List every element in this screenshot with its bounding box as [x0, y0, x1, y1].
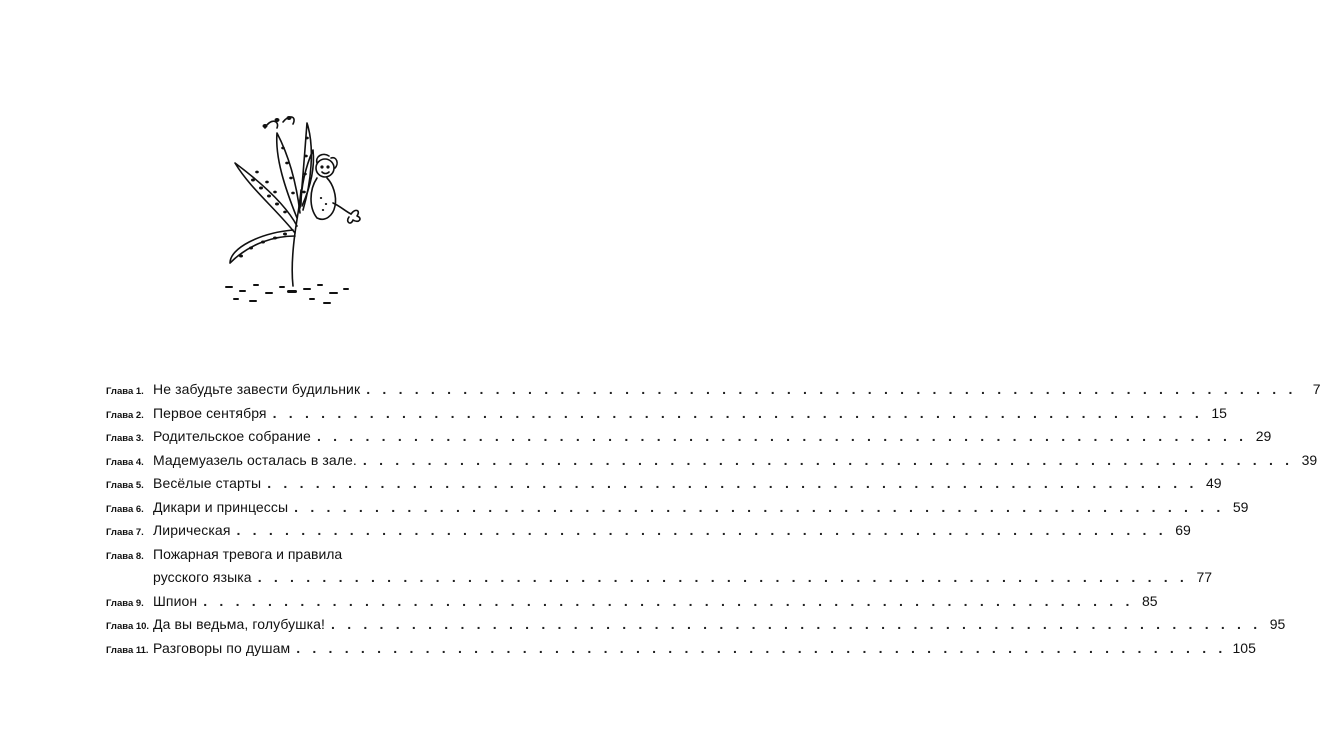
chapter-title: Весёлые старты	[153, 475, 262, 491]
toc-entry-11[interactable]	[106, 637, 1256, 661]
chapter-label: Глава 8.	[106, 550, 144, 562]
dot-leader	[331, 613, 1261, 637]
chapter-title: Разговоры по душам	[153, 639, 291, 656]
chapter-title: Первое сентября	[153, 404, 267, 421]
chapter-title: Шпион	[153, 592, 198, 609]
chapter-title: Мадемуазель осталась в зале.	[153, 451, 357, 468]
page-number: 85	[1141, 592, 1158, 609]
chapter-label: Глава 3.	[106, 433, 144, 444]
dot-leader	[267, 472, 1197, 496]
page-number: 7	[1312, 381, 1321, 397]
toc-entry-5[interactable]	[106, 472, 1222, 496]
table-of-contents	[106, 378, 1321, 660]
toc-entry-1[interactable]	[106, 378, 1321, 402]
chapter-label: Глава 4.	[106, 456, 144, 468]
toc-entry-4[interactable]	[106, 449, 1318, 473]
dot-leader	[294, 496, 1224, 520]
chapter-label: Глава 1.	[106, 386, 144, 397]
chapter-title: Не забудьте завести будильник	[153, 381, 361, 397]
dot-leader	[237, 519, 1167, 543]
chapter-label: Глава 5.	[106, 480, 144, 491]
chapter-title: Да вы ведьма, голубушка!	[153, 616, 326, 632]
dot-leader	[273, 402, 1203, 426]
toc-entry-10[interactable]	[106, 613, 1286, 637]
page-number: 29	[1255, 428, 1272, 444]
dot-leader	[366, 378, 1296, 402]
toc-entry-9[interactable]	[106, 590, 1158, 614]
page-number: 77	[1196, 569, 1213, 585]
chapter-title: Дикари и принцессы	[153, 498, 289, 515]
chapter-title: Родительское собрание	[153, 428, 311, 444]
chapter-label: Глава 2.	[106, 409, 144, 421]
page-number: 39	[1301, 451, 1318, 468]
page-number: 49	[1205, 475, 1222, 491]
toc-entry-2[interactable]	[106, 402, 1227, 426]
chapter-label: Глава 6.	[106, 503, 144, 515]
page-number: 105	[1232, 639, 1256, 656]
chapter-label: Глава 10.	[106, 621, 150, 632]
chapter-label: Глава 9.	[106, 597, 144, 609]
page-number: 15	[1211, 404, 1227, 421]
dot-leader	[363, 449, 1293, 473]
page-number: 69	[1175, 522, 1191, 538]
chapter-title-line-2: русского языка	[153, 569, 252, 585]
dot-leader	[317, 425, 1247, 449]
dot-leader	[258, 566, 1188, 590]
toc-entry-8[interactable]	[106, 543, 1213, 590]
chapter-title-line-1: Пожарная тревога и правила	[153, 545, 343, 562]
chapter-title: Лирическая	[153, 522, 231, 538]
toc-entry-7[interactable]	[106, 519, 1191, 543]
page-number: 95	[1269, 616, 1286, 632]
dot-leader	[296, 637, 1226, 661]
dot-leader	[203, 590, 1133, 614]
chapter-label: Глава 11.	[106, 644, 149, 656]
toc-entry-6[interactable]	[106, 496, 1249, 520]
chapter-label: Глава 7.	[106, 527, 144, 538]
flower-with-little-girl-drawing-icon	[205, 108, 380, 308]
toc-entry-3[interactable]	[106, 425, 1272, 449]
page-number: 59	[1232, 498, 1249, 515]
